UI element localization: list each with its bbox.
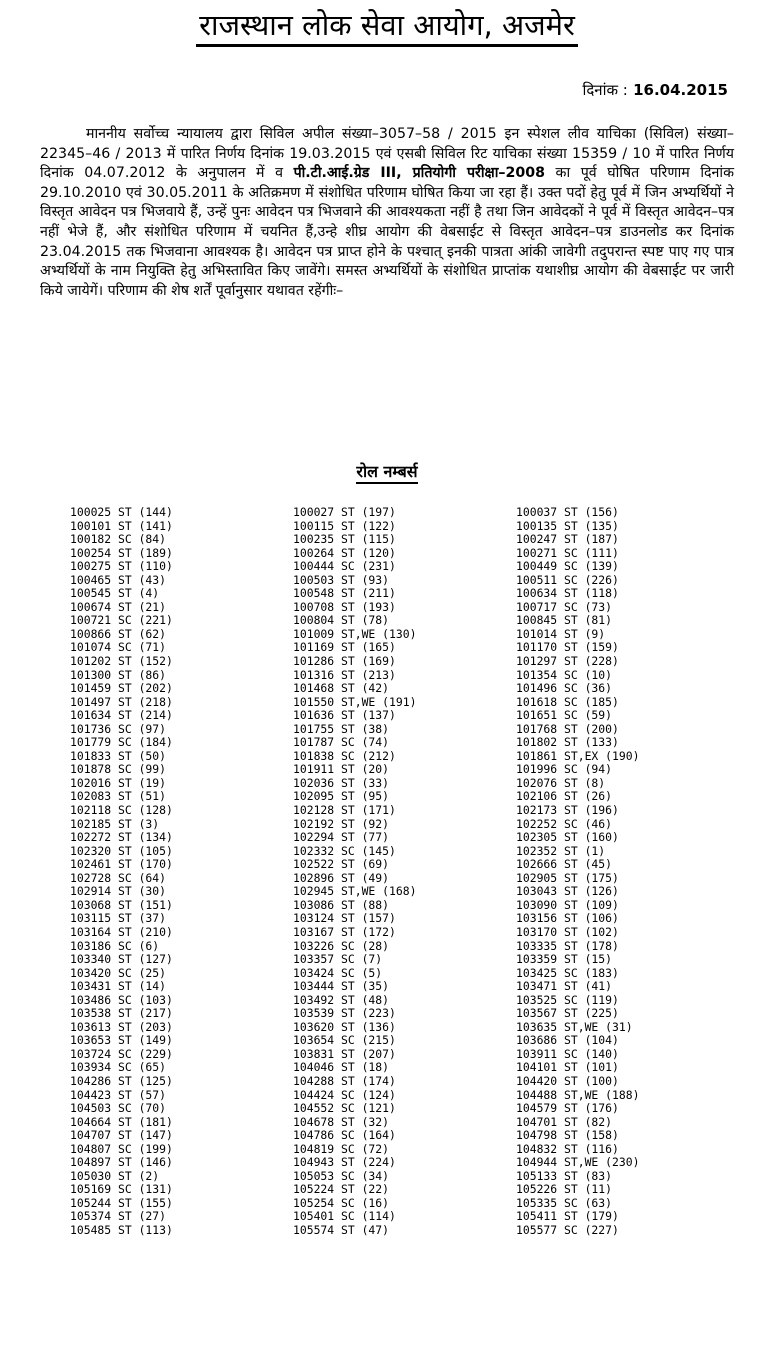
roll-entry: 102106 ST (26) (516, 789, 613, 804)
notice-date (582, 80, 728, 100)
roll-entry: 100545 ST (4) (70, 586, 160, 601)
roll-entry: 105485 ST (113) (70, 1222, 173, 1237)
roll-entry: 103086 ST (88) (293, 897, 390, 912)
roll-entry: 102461 ST (170) (70, 857, 173, 872)
roll-entry: 103090 ST (109) (516, 897, 619, 912)
roll-entry: 103226 SC (28) (293, 938, 390, 953)
roll-entry: 101550 ST,WE (191) (293, 694, 417, 709)
roll-entry: 101468 ST (42) (293, 681, 390, 696)
roll-entry: 102728 SC (64) (70, 870, 167, 885)
roll-entry: 104832 ST (116) (516, 1141, 619, 1156)
roll-entry: 103635 ST,WE (31) (516, 1019, 633, 1034)
roll-entry: 102294 ST (77) (293, 830, 390, 845)
roll-entry: 103831 ST (207) (293, 1046, 396, 1061)
roll-entry: 105574 ST (47) (293, 1222, 390, 1237)
roll-entry: 101779 SC (184) (70, 735, 173, 750)
roll-entry: 104897 ST (146) (70, 1155, 173, 1170)
roll-entry: 103043 ST (126) (516, 884, 619, 899)
roll-entry: 101074 SC (71) (70, 640, 167, 655)
roll-entry: 102332 SC (145) (293, 843, 396, 858)
roll-entry: 100182 SC (84) (70, 532, 167, 547)
roll-entry: 105133 ST (83) (516, 1168, 613, 1183)
roll-entry: 101787 SC (74) (293, 735, 390, 750)
roll-entry: 100845 ST (81) (516, 613, 613, 628)
roll-entry: 104807 SC (199) (70, 1141, 173, 1156)
roll-numbers-heading (0, 460, 774, 482)
roll-entry: 102666 ST (45) (516, 857, 613, 872)
roll-entry: 100548 ST (211) (293, 586, 396, 601)
roll-entry: 100444 SC (231) (293, 559, 396, 574)
roll-entry: 105169 SC (131) (70, 1182, 173, 1197)
roll-entry: 100804 ST (78) (293, 613, 390, 628)
roll-column-1 (70, 506, 173, 1238)
roll-entry: 103359 ST (15) (516, 952, 613, 967)
roll-entry: 100235 ST (115) (293, 532, 396, 547)
roll-entry: 102118 SC (128) (70, 803, 173, 818)
roll-entry: 101802 ST (133) (516, 735, 619, 750)
roll-entry: 103492 ST (48) (293, 992, 390, 1007)
roll-column-3 (516, 506, 639, 1238)
roll-entry: 103539 ST (223) (293, 1006, 396, 1021)
roll-entry: 101300 ST (86) (70, 667, 167, 682)
roll-entry: 103357 SC (7) (293, 952, 383, 967)
roll-entry: 105401 SC (114) (293, 1209, 396, 1224)
roll-entry: 101459 ST (202) (70, 681, 173, 696)
roll-entry: 100027 ST (197) (293, 505, 396, 519)
roll-entry: 104579 ST (176) (516, 1101, 619, 1116)
roll-entry: 104664 ST (181) (70, 1114, 173, 1129)
roll-entry: 101202 ST (152) (70, 654, 173, 669)
roll-entry: 105030 ST (2) (70, 1168, 160, 1183)
roll-entry: 103156 ST (106) (516, 911, 619, 926)
roll-entry: 104701 ST (82) (516, 1114, 613, 1129)
roll-entry: 103186 SC (6) (70, 938, 160, 953)
roll-entry: 103653 ST (149) (70, 1033, 173, 1048)
roll-entry: 102036 ST (33) (293, 775, 390, 790)
roll-entry: 104678 ST (32) (293, 1114, 390, 1129)
roll-entry: 103471 ST (41) (516, 979, 613, 994)
roll-entry: 101354 SC (10) (516, 667, 613, 682)
roll-entry: 100115 ST (122) (293, 518, 396, 533)
roll-entry: 104943 ST (224) (293, 1155, 396, 1170)
roll-entry: 101911 ST (20) (293, 762, 390, 777)
date-value: 16.04.2015 (633, 81, 728, 99)
roll-entry: 103567 ST (225) (516, 1006, 619, 1021)
page-title (0, 6, 774, 44)
roll-entry: 102173 ST (196) (516, 803, 619, 818)
roll-entry: 102128 ST (171) (293, 803, 396, 818)
roll-entry: 105577 SC (227) (516, 1222, 619, 1237)
roll-entry: 103068 ST (151) (70, 897, 173, 912)
notice-text-a: माननीय सर्वोच्च न्यायालय द्वारा सिविल अपील संख्या–3057–58 / 2015 इन स्पेशल लीव याचिका (सिविल) संख्या–22345–46 / 2013 में पारित निर्णय दिनांक 19.03.2015 एवं एसबी सिविल रिट याचिका संख्या 15359 / 10 में पारित निर्णय दिनांक 04.07.2012 के अनुपालन में व (40, 126, 734, 182)
commission-title: राजस्थान लोक सेवा आयोग, अजमेर (196, 8, 578, 47)
roll-entry: 102522 ST (69) (293, 857, 390, 872)
roll-entry: 101768 ST (200) (516, 721, 619, 736)
roll-entry: 103525 SC (119) (516, 992, 619, 1007)
roll-entry: 104819 SC (72) (293, 1141, 390, 1156)
roll-entry: 102320 ST (105) (70, 843, 173, 858)
roll-entry: 100254 ST (189) (70, 545, 173, 560)
roll-entry: 100247 ST (187) (516, 532, 619, 547)
roll-entry: 101634 ST (214) (70, 708, 173, 723)
roll-entry: 103686 ST (104) (516, 1033, 619, 1048)
roll-entry: 102076 ST (8) (516, 775, 606, 790)
roll-entry: 102352 ST (1) (516, 843, 606, 858)
roll-entry: 102083 ST (51) (70, 789, 167, 804)
roll-entry: 101838 SC (212) (293, 748, 396, 763)
roll-entry: 101169 ST (165) (293, 640, 396, 655)
roll-entry: 101170 ST (159) (516, 640, 619, 655)
roll-entry: 101497 ST (218) (70, 694, 173, 709)
roll-entry: 100449 SC (139) (516, 559, 619, 574)
roll-entry: 105053 SC (34) (293, 1168, 390, 1183)
roll-entry: 100101 ST (141) (70, 518, 173, 533)
roll-entry: 104286 ST (125) (70, 1073, 173, 1088)
roll-entry: 103486 SC (103) (70, 992, 173, 1007)
roll-entry: 104707 ST (147) (70, 1128, 173, 1143)
roll-entry: 101736 SC (97) (70, 721, 167, 736)
roll-entry: 102905 ST (175) (516, 870, 619, 885)
roll-entry: 101286 ST (169) (293, 654, 396, 669)
roll-entry: 101833 ST (50) (70, 748, 167, 763)
roll-entry: 101009 ST,WE (130) (293, 626, 417, 641)
roll-entry: 101014 ST (9) (516, 626, 606, 641)
roll-entry: 105226 ST (11) (516, 1182, 613, 1197)
roll-entry: 105244 ST (155) (70, 1195, 173, 1210)
roll-entry: 102016 ST (19) (70, 775, 167, 790)
roll-entry: 101496 SC (36) (516, 681, 613, 696)
roll-entry: 103420 SC (25) (70, 965, 167, 980)
roll-entry: 100503 ST (93) (293, 572, 390, 587)
roll-entry: 103167 ST (172) (293, 924, 396, 939)
notice-body (40, 125, 734, 301)
roll-entry: 104488 ST,WE (188) (516, 1087, 640, 1102)
roll-entry: 105335 SC (63) (516, 1195, 613, 1210)
roll-entry: 102896 ST (49) (293, 870, 390, 885)
roll-entry: 103538 ST (217) (70, 1006, 173, 1021)
roll-entry: 103654 SC (215) (293, 1033, 396, 1048)
roll-entry: 104046 ST (18) (293, 1060, 390, 1075)
roll-entry: 100866 ST (62) (70, 626, 167, 641)
notice-paragraph (40, 125, 734, 301)
roll-column-2 (293, 506, 416, 1238)
roll-entry: 101297 ST (228) (516, 654, 619, 669)
roll-heading-text: रोल नम्बर्स (356, 462, 417, 484)
roll-entry: 103620 ST (136) (293, 1019, 396, 1034)
roll-entry: 100275 ST (110) (70, 559, 173, 574)
roll-entry: 103124 ST (157) (293, 911, 396, 926)
roll-entry: 101996 SC (94) (516, 762, 613, 777)
roll-entry: 101618 SC (185) (516, 694, 619, 709)
roll-entry: 103340 ST (127) (70, 952, 173, 967)
roll-entry: 100264 ST (120) (293, 545, 396, 560)
roll-entry: 101861 ST,EX (190) (516, 748, 640, 763)
roll-entry: 100025 ST (144) (70, 505, 173, 519)
roll-entry: 103724 SC (229) (70, 1046, 173, 1061)
roll-entry: 103444 ST (35) (293, 979, 390, 994)
roll-entry: 102185 ST (3) (70, 816, 160, 831)
roll-entry: 104798 ST (158) (516, 1128, 619, 1143)
roll-entry: 104503 SC (70) (70, 1101, 167, 1116)
roll-entry: 100634 ST (118) (516, 586, 619, 601)
roll-entry: 104552 SC (121) (293, 1101, 396, 1116)
roll-entry: 101636 ST (137) (293, 708, 396, 723)
roll-entry: 100135 ST (135) (516, 518, 619, 533)
exam-name: पी.टी.आई.ग्रेड III, प्रतियोगी परीक्षा–2008 (293, 165, 545, 182)
roll-entry: 100721 SC (221) (70, 613, 173, 628)
roll-entry: 104944 ST,WE (230) (516, 1155, 640, 1170)
roll-entry: 105254 SC (16) (293, 1195, 390, 1210)
date-label: दिनांक : (582, 81, 628, 99)
roll-entry: 104786 SC (164) (293, 1128, 396, 1143)
roll-entry: 100037 ST (156) (516, 505, 619, 519)
roll-entry: 102914 ST (30) (70, 884, 167, 899)
roll-entry: 105374 ST (27) (70, 1209, 167, 1224)
roll-entry: 102095 ST (95) (293, 789, 390, 804)
roll-entry: 103425 SC (183) (516, 965, 619, 980)
roll-entry: 100465 ST (43) (70, 572, 167, 587)
roll-entry: 103431 ST (14) (70, 979, 167, 994)
roll-entry: 104424 SC (124) (293, 1087, 396, 1102)
roll-entry: 103934 SC (65) (70, 1060, 167, 1075)
roll-entry: 105411 ST (179) (516, 1209, 619, 1224)
roll-entry: 101878 SC (99) (70, 762, 167, 777)
roll-entry: 104101 ST (101) (516, 1060, 619, 1075)
roll-entry: 104420 ST (100) (516, 1073, 619, 1088)
roll-entry: 100674 ST (21) (70, 599, 167, 614)
roll-entry: 102305 ST (160) (516, 830, 619, 845)
roll-entry: 101316 ST (213) (293, 667, 396, 682)
roll-entry: 102945 ST,WE (168) (293, 884, 417, 899)
roll-entry: 103613 ST (203) (70, 1019, 173, 1034)
roll-entry: 103424 SC (5) (293, 965, 383, 980)
roll-entry: 100717 SC (73) (516, 599, 613, 614)
roll-entry: 100708 ST (193) (293, 599, 396, 614)
roll-entry: 104288 ST (174) (293, 1073, 396, 1088)
roll-entry: 103911 SC (140) (516, 1046, 619, 1061)
roll-entry: 103164 ST (210) (70, 924, 173, 939)
roll-entry: 103170 ST (102) (516, 924, 619, 939)
roll-entry: 102192 ST (92) (293, 816, 390, 831)
notice-text-b: का पूर्व घोषित परिणाम दिनांक 29.10.2010 एवं 30.05.2011 के अतिक्रमण में संशोधित परिणाम घोषित किया जा रहा हैं। उक्त पदों हेतु पूर्व में जिन अभ्यर्थियों ने विस्तृत आवेदन पत्र भिजवाये हैं, उन्हें पुनः आवेदन पत्र भिजवाने की आवश्यकता नहीं है तथा जिन आवेदकों ने पूर्व में विस्तृत आवेदन–पत्र नहीं भेजे हैं, और संशोधित परिणाम में चयनित हैं,उन्हे शीघ्र आयोग की वेबसाईट से विस्तृत आवेदन–पत्र डाउनलोड कर दिनांक 23.04.2015 तक भिजवाना आवश्यक है। आवेदन पत्र प्राप्त होने के पश्चात् इनकी पात्रता आंकी जावेगी तदुपरान्त स्पष्ट पाए गए पात्र अभ्यर्थियों के नाम नियुक्ति हेतु अभिस्तावित किए जावेंगे। समस्त अभ्यर्थियों के संशोधित प्राप्तांक यथाशीघ्र आयोग की वेबसाईट पर जारी किये जायेगें। परिणाम की शेष शर्तें पूर्वानुसार यथावत रहेंगीः– (40, 165, 734, 299)
roll-entry: 104423 ST (57) (70, 1087, 167, 1102)
roll-entry: 101651 SC (59) (516, 708, 613, 723)
roll-entry: 101755 ST (38) (293, 721, 390, 736)
roll-entry: 103115 ST (37) (70, 911, 167, 926)
roll-entry: 100511 SC (226) (516, 572, 619, 587)
roll-entry: 102272 ST (134) (70, 830, 173, 845)
roll-entry: 105224 ST (22) (293, 1182, 390, 1197)
roll-entry: 103335 ST (178) (516, 938, 619, 953)
roll-entry: 102252 SC (46) (516, 816, 613, 831)
roll-entry: 100271 SC (111) (516, 545, 619, 560)
